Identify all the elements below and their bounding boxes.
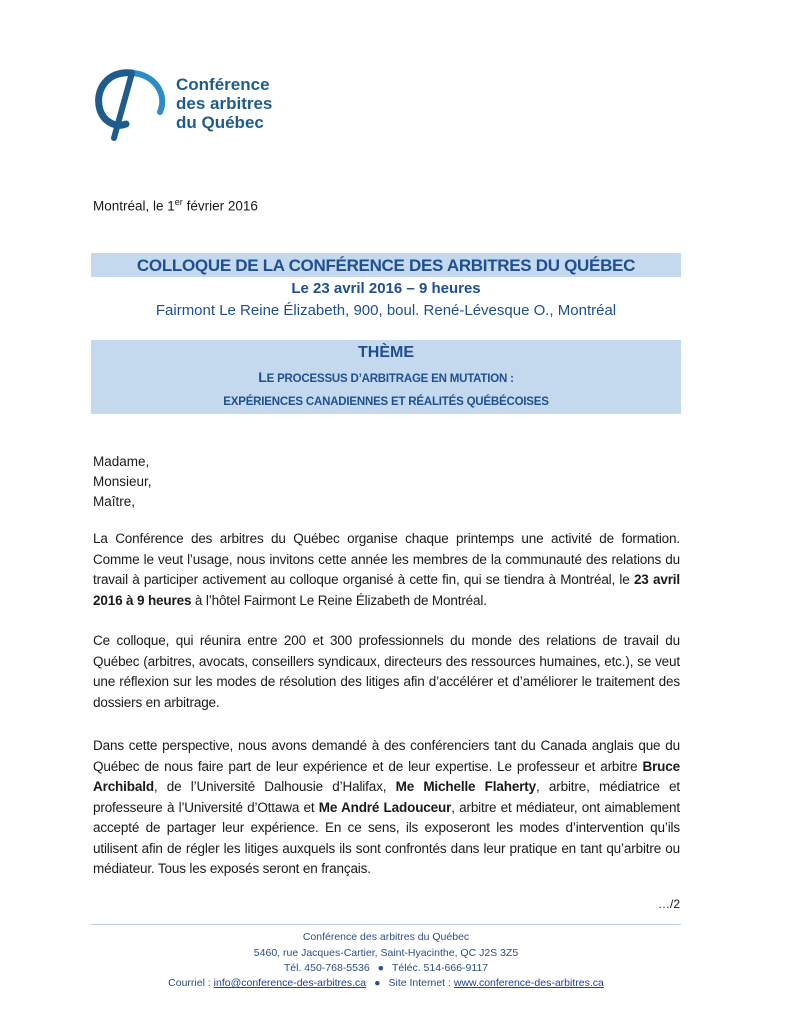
body-paragraph-1 — [93, 529, 680, 611]
para3-text-4: , arbitre et médiateur, ont aimablement accepté de partager leur expérience. En ce sens, ils exposeront les modes d’intervention qu’ils utilisent afin de régler les litiges auxquels ils sont confrontés dans leur pratique en tant qu’arbitre ou médiateur. Tous les exposés seront en français. — [93, 799, 680, 876]
footer-tel: Tél. 450-768-5536 — [283, 962, 370, 974]
body-paragraph-3 — [93, 736, 680, 880]
logo-line-2: des arbitres — [176, 94, 273, 113]
theme-heading: THÈME — [358, 344, 414, 361]
speaker-andre-ladouceur: Me André Ladouceur — [318, 799, 452, 815]
footer-phone — [91, 962, 681, 974]
footer-web-label: Site Internet : — [388, 977, 454, 989]
footer-address: 5460, rue Jacques-Cartier, Saint-Hyacinthe, QC J2S 3Z5 — [253, 947, 519, 959]
salutation-madame: Madame, — [93, 454, 150, 469]
logo-line-3: du Québec — [176, 113, 264, 132]
footer-email-label: Courriel : — [168, 977, 214, 989]
para1-text-b: à l’hôtel Fairmont Le Reine Élizabeth de Montréal. — [191, 592, 487, 608]
bullet-icon: ● — [377, 962, 385, 974]
theme-line-1 — [91, 369, 681, 385]
salutation-maitre: Maître, — [93, 494, 136, 509]
date-suffix: février 2016 — [182, 198, 258, 214]
event-title: COLLOQUE DE LA CONFÉRENCE DES ARBITRES DU QUÉBEC — [136, 256, 636, 275]
logo-text — [176, 75, 272, 132]
date-superscript: er — [174, 197, 183, 207]
para3-text-2: , de l’Université Dalhousie d’Halifax, — [153, 779, 396, 794]
footer-website-link[interactable]: www.conference-des-arbitres.ca — [453, 977, 604, 989]
para1-bold-date: 23 avril 2016 à 9 heures — [93, 572, 680, 608]
speaker-bruce-archibald: Bruce Archibald — [93, 758, 680, 794]
theme-line-2: EXPÉRIENCES CANADIENNES ET RÉALITÉS QUÉBÉCOISES — [223, 396, 549, 408]
salutation-monsieur: Monsieur, — [93, 474, 152, 489]
logo-line-1: Conférence — [176, 75, 270, 94]
para1-text-a: La Conférence des arbitres du Québec organise chaque printemps une activité de formation. Comme le veut l’usage, nous invitons cette année les membres de la communauté des relations du travail à participer activement au colloque organisé à cette fin, qui se tiendra à Montréal, le — [93, 531, 680, 587]
speaker-michelle-flaherty: Me Michelle Flaherty — [395, 779, 536, 794]
theme-line-1-text: E PROCESSUS D’ARBITRAGE EN MUTATION : — [266, 373, 514, 385]
logo-mark-icon — [92, 64, 176, 144]
footer-fax: Téléc. 514-666-9117 — [392, 962, 489, 974]
letter-date — [93, 197, 258, 214]
theme-line-1-capital: L — [258, 369, 267, 385]
date-prefix: Montréal, le 1 — [93, 198, 175, 214]
para3-text-3: , arbitre, médiatrice et professeure à l’Université d’Ottawa et — [93, 779, 680, 815]
organization-logo — [92, 64, 292, 144]
footer-contact — [91, 977, 681, 989]
para3-text-1: Dans cette perspective, nous avons demandé à des conférenciers tant du Canada anglais que du Québec de nous faire part de leur expérience et de leur expertise. Le professeur et arbitre — [93, 738, 680, 774]
footer-org: Conférence des arbitres du Québec — [302, 931, 470, 943]
body-paragraph-2: Ce colloque, qui réunira entre 200 et 300 professionnels du monde des relations de travail du Québec (arbitres, avocats, conseillers syndicaux, directeurs des ressources humaines, etc.), se veut une réflexion sur les modes de résolution des litiges afin d’accélérer et d’améliorer le traitement des dossiers en arbitrage. — [93, 633, 680, 710]
event-date-time: Le 23 avril 2016 – 9 heures — [291, 280, 481, 297]
event-venue: Fairmont Le Reine Élizabeth, 900, boul. René-Lévesque O., Montréal — [155, 302, 617, 319]
bullet-icon: ● — [374, 977, 381, 989]
footer-divider — [91, 924, 681, 925]
footer-email-link[interactable]: info@conference-des-arbitres.ca — [213, 977, 367, 989]
page-number: …/2 — [658, 897, 681, 911]
